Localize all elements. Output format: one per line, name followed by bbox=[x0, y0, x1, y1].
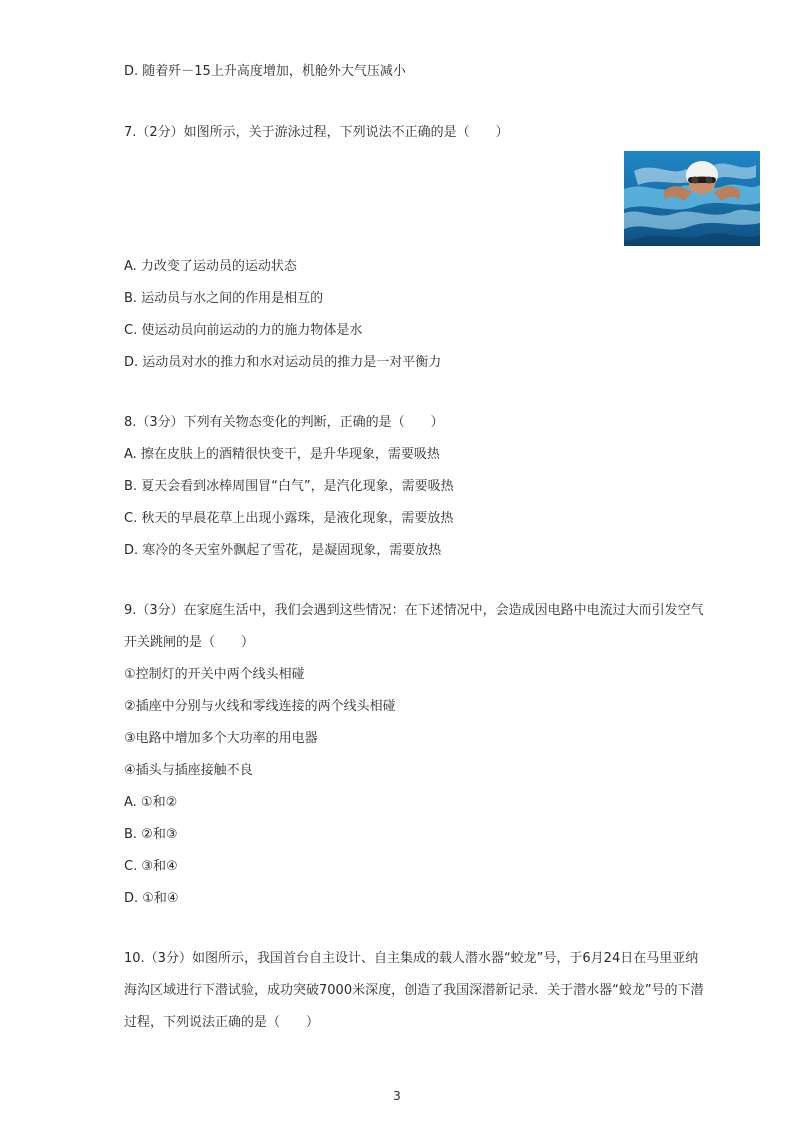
q7-stem: 7.（2分）如图所示，关于游泳过程，下列说法不正确的是（ ） bbox=[124, 125, 509, 140]
q8-option-a: A. 擦在皮肤上的酒精很快变干，是升华现象，需要吸热 bbox=[124, 447, 440, 462]
q7-option-d: D. 运动员对水的推力和水对运动员的推力是一对平衡力 bbox=[124, 355, 442, 370]
q9-situation-1: ①控制灯的开关中两个线头相碰 bbox=[124, 667, 305, 682]
q9-option-c: C. ③和④ bbox=[124, 859, 178, 874]
q9-situation-3: ③电路中增加多个大功率的用电器 bbox=[124, 731, 318, 746]
q9-stem-line-1: 9.（3分）在家庭生活中，我们会遇到这些情况：在下述情况中，会造成因电路中电流过大而引发空气 bbox=[124, 603, 704, 618]
q8-option-c: C. 秋天的早晨花草上出现小露珠，是液化现象，需要放热 bbox=[124, 511, 454, 526]
q9-option-d: D. ①和④ bbox=[124, 891, 179, 906]
page-number: 3 bbox=[393, 1089, 401, 1103]
q10-stem-line-1: 10.（3分）如图所示，我国首台自主设计、自主集成的载人潜水器“蛟龙”号，于6月24日在马里亚纳 bbox=[124, 951, 699, 966]
swimmer-photo bbox=[624, 151, 760, 246]
q8-stem: 8.（3分）下列有关物态变化的判断，正确的是（ ） bbox=[124, 415, 444, 430]
q10-stem-line-2: 海沟区域进行下潜试验，成功突破7000米深度，创造了我国深潜新记录．关于潜水器“蛟龙”号的下潜 bbox=[124, 983, 704, 998]
q9-situation-2: ②插座中分别与火线和零线连接的两个线头相碰 bbox=[124, 699, 396, 714]
q6-option-d: D. 随着歼－15上升高度增加，机舱外大气压减小 bbox=[124, 64, 406, 79]
q7-option-a: A. 力改变了运动员的运动状态 bbox=[124, 259, 297, 274]
q9-option-a: A. ①和② bbox=[124, 795, 178, 810]
q7-option-c: C. 使运动员向前运动的力的施力物体是水 bbox=[124, 323, 363, 338]
q7-option-b: B. 运动员与水之间的作用是相互的 bbox=[124, 291, 324, 306]
q8-option-d: D. 寒冷的冬天室外飘起了雪花，是凝固现象，需要放热 bbox=[124, 543, 442, 558]
q9-stem-line-2: 开关跳闸的是（ ） bbox=[124, 635, 255, 650]
q9-situation-4: ④插头与插座接触不良 bbox=[124, 763, 253, 778]
q10-stem-line-3: 过程，下列说法正确的是（ ） bbox=[124, 1015, 320, 1030]
q9-option-b: B. ②和③ bbox=[124, 827, 178, 842]
q8-option-b: B. 夏天会看到冰棒周围冒“白气”，是汽化现象，需要吸热 bbox=[124, 479, 454, 494]
